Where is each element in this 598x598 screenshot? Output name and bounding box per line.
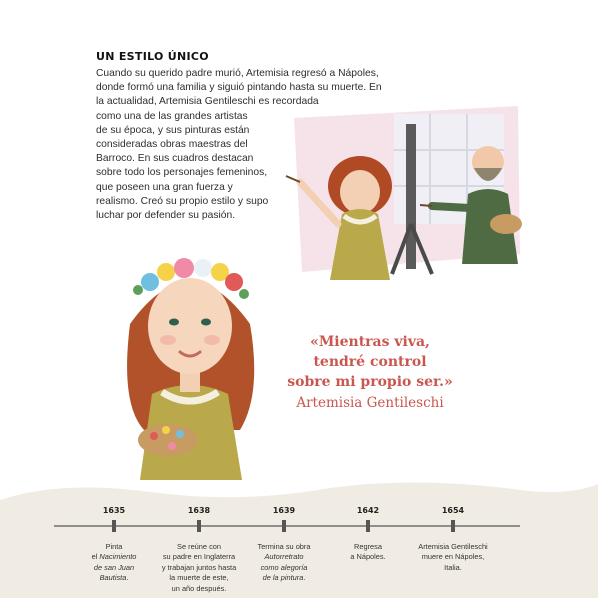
- timeline-event-line: como alegoría: [260, 562, 308, 572]
- quote-line: sobre mi propio ser.»: [287, 374, 453, 390]
- timeline-event-line: Pinta: [105, 542, 123, 551]
- body-line: realismo. Creó su propio estilo y supo: [96, 195, 269, 207]
- timeline-year: 1654: [441, 506, 465, 515]
- body-line: sobre todo los personajes femeninos,: [96, 167, 268, 179]
- body-line: Barroco. En sus cuadros destacan: [96, 153, 254, 165]
- timeline-event-line: Artemisia Gentileschi: [418, 542, 488, 551]
- timeline-year: 1638: [187, 506, 211, 515]
- artemisia-portrait-illustration: [110, 244, 270, 480]
- timeline-year: 1639: [272, 506, 296, 515]
- painting-illustration: [282, 104, 522, 282]
- section-heading: UN ESTILO ÚNICO: [96, 50, 209, 63]
- quote-line: tendré control: [313, 354, 427, 370]
- timeline-event-line: a Nápoles.: [350, 552, 386, 562]
- timeline-event-line: un año después.: [171, 583, 227, 593]
- timeline-event: [398, 542, 508, 573]
- body-line: que poseen una gran fuerza y: [96, 181, 233, 193]
- body-line: consideradas obras maestras del: [96, 139, 248, 151]
- timeline-event-line: Autorretrato: [264, 552, 304, 562]
- timeline-event-line: Se reúne con: [177, 542, 221, 551]
- timeline-event-line: la muerte de este,: [169, 573, 229, 583]
- quote-block: [272, 332, 468, 411]
- quote-author: Artemisia Gentileschi: [296, 395, 444, 411]
- timeline-event-line: de san Juan: [93, 562, 135, 572]
- body-line: la actualidad, Artemisia Gentileschi es recordada: [96, 96, 319, 108]
- body-line: Cuando su querido padre murió, Artemisia regresó a Nápoles,: [96, 68, 379, 79]
- timeline-event-line: Regresa: [354, 542, 382, 551]
- timeline-event-line: Italia.: [444, 562, 462, 572]
- body-line: luchar por defender su pasión.: [96, 210, 236, 222]
- timeline-year: 1642: [356, 506, 380, 515]
- quote-line: «Mientras viva,: [310, 334, 430, 350]
- timeline-event-line: el Nacimiento: [91, 552, 137, 562]
- body-line: de su época, y sus pinturas están: [96, 124, 250, 136]
- timeline-event-line: y trabajan juntos hasta: [161, 562, 237, 572]
- timeline-event-line: muere en Nápoles,: [421, 552, 485, 562]
- timeline-event-line: Bautista.: [99, 573, 129, 583]
- body-line: como una de las grandes artistas: [96, 110, 248, 122]
- body-line: donde formó una familia y siguió pintando hasta su muerte. En: [96, 82, 382, 94]
- timeline-event-line: de la pintura.: [262, 573, 306, 583]
- timeline-year: 1635: [102, 506, 126, 515]
- timeline-event-line: Termina su obra: [257, 542, 311, 551]
- timeline-event-line: su padre en Inglaterra: [162, 552, 236, 562]
